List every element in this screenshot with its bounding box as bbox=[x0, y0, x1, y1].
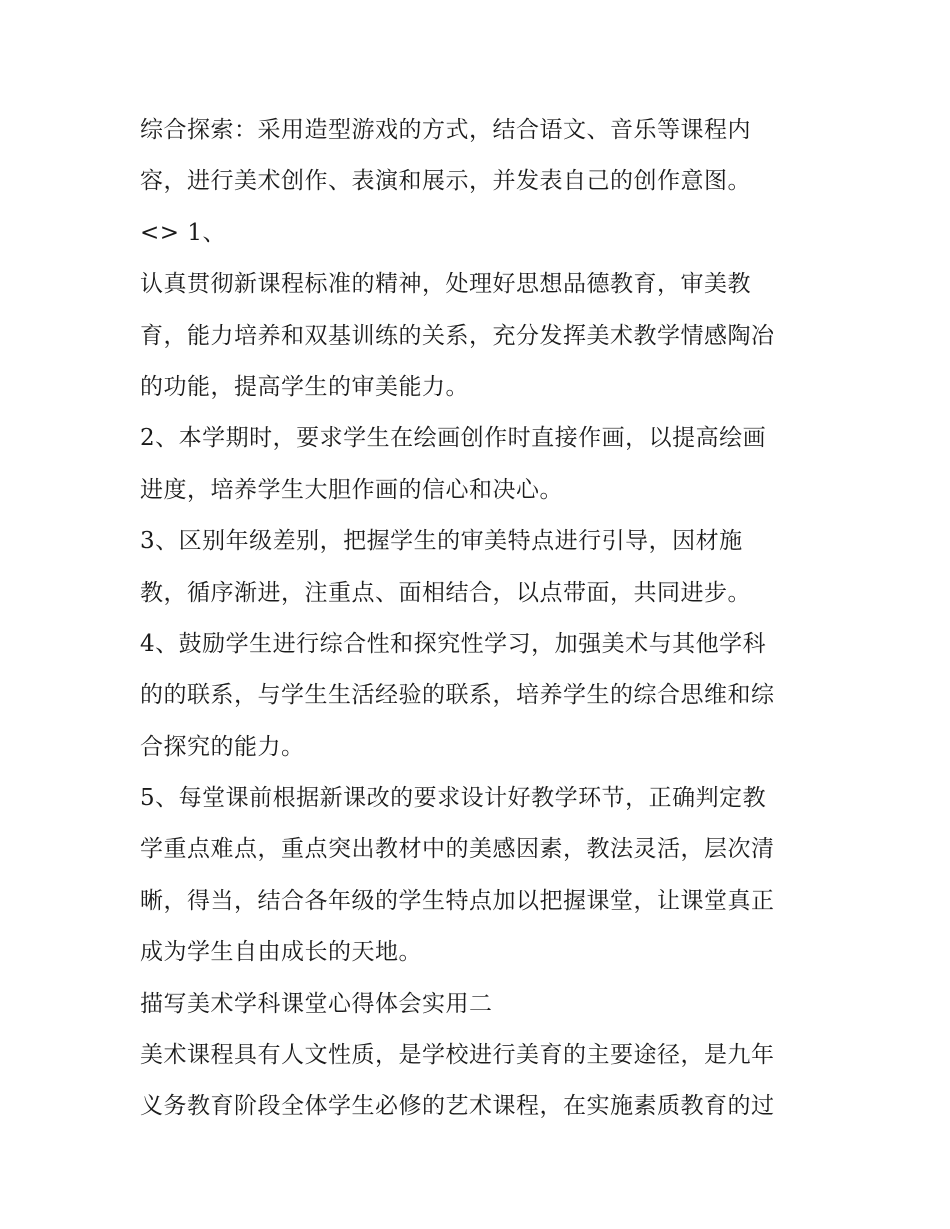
text-line: 教，循序渐进，注重点、面相结合，以点带面，共同进步。 bbox=[140, 579, 751, 606]
text-line: 育，能力培养和双基训练的关系，充分发挥美术教学情感陶冶 bbox=[140, 322, 775, 349]
section-heading: 描写美术学科课堂心得体会实用二 bbox=[140, 990, 493, 1017]
text-line: 2、本学期时，要求学生在绘画创作时直接作画，以提高绘画 bbox=[140, 425, 767, 452]
text-line: 5、每堂课前根据新课改的要求设计好教学环节，正确判定教 bbox=[140, 785, 767, 812]
text-line: 认真贯彻新课程标准的精神，处理好思想品德教育，审美教 bbox=[140, 271, 751, 298]
document-body bbox=[140, 105, 830, 1133]
text-line: 4、鼓励学生进行综合性和探究性学习，加强美术与其他学科 bbox=[140, 630, 767, 657]
text-line: 义务教育阶段全体学生必修的艺术课程，在实施素质教育的过 bbox=[140, 1093, 775, 1120]
text-line: 3、区别年级差别，把握学生的审美特点进行引导，因材施 bbox=[140, 528, 743, 555]
text-line: 美术课程具有人文性质，是学校进行美育的主要途径，是九年 bbox=[140, 1042, 775, 1069]
text-line: 容，进行美术创作、表演和展示，并发表自己的创作意图。 bbox=[140, 168, 751, 195]
text-line: 晰，得当，结合各年级的学生特点加以把握课堂，让课堂真正 bbox=[140, 887, 775, 914]
text-line: 成为学生自由成长的天地。 bbox=[140, 939, 422, 966]
text-line: 合探究的能力。 bbox=[140, 733, 305, 760]
text-line: 的的联系，与学生生活经验的联系，培养学生的综合思维和综 bbox=[140, 682, 775, 709]
text-line: <> 1、 bbox=[140, 219, 226, 246]
text-line: 进度，培养学生大胆作画的信心和决心。 bbox=[140, 476, 563, 503]
text-line: 的功能，提高学生的审美能力。 bbox=[140, 373, 469, 400]
text-line: 综合探索：采用造型游戏的方式，结合语文、音乐等课程内 bbox=[140, 117, 751, 143]
text-line: 学重点难点，重点突出教材中的美感因素，教法灵活，层次清 bbox=[140, 836, 775, 863]
